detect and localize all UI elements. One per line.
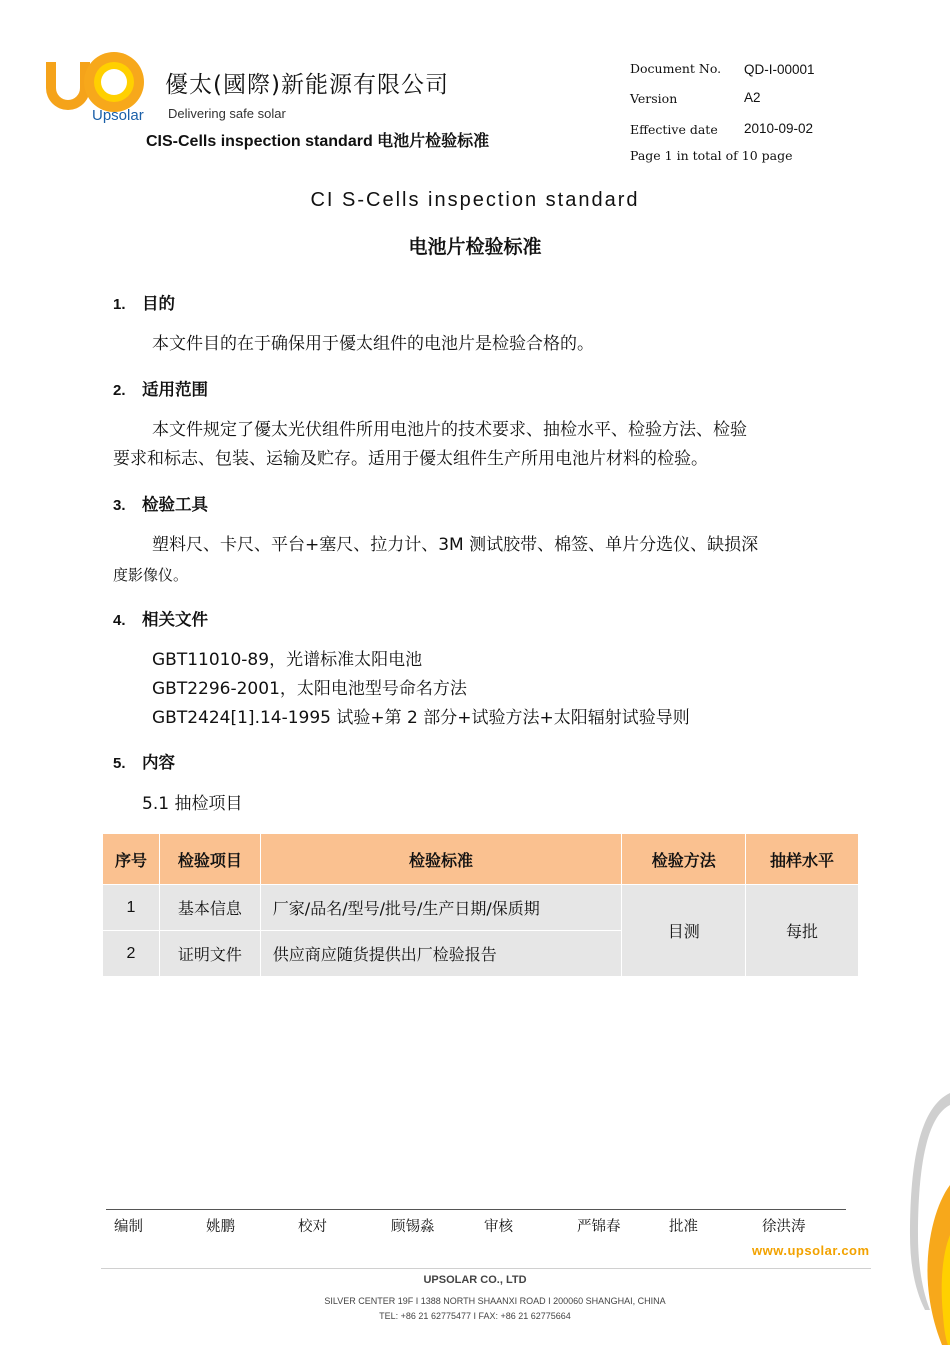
page-count: Page 1 in total of 10 page	[630, 148, 793, 163]
inspection-item: 基本信息	[159, 885, 260, 931]
document-no-label: Document No.	[630, 61, 722, 76]
row-number: 2	[103, 931, 160, 977]
version-value: A2	[744, 90, 761, 105]
column-header: 抽样水平	[746, 834, 859, 885]
inspection-items-table	[102, 833, 859, 977]
inspection-item: 证明文件	[159, 931, 260, 977]
document-title-cn: 电池片检验标准	[408, 236, 542, 258]
signature-role-checked: 校对	[298, 1219, 327, 1235]
signature-name-approved: 徐洪涛	[762, 1219, 806, 1235]
company-name: 優太(國際)新能源有限公司	[165, 72, 449, 98]
section-1-body: 本文件目的在于确保用于優太组件的电池片是检验合格的。	[152, 334, 594, 354]
signature-name-checked: 顾锡淼	[391, 1219, 435, 1235]
column-header: 检验方法	[622, 834, 746, 885]
signature-name-reviewed: 严锦春	[577, 1219, 621, 1235]
footer-divider	[101, 1268, 871, 1269]
reference-item: GBT2424[1].14-1995 试验+第 2 部分+试验方法+太阳辐射试验导则	[152, 708, 690, 728]
footer-company: UPSOLAR CO., LTD	[423, 1274, 527, 1286]
svg-text:Upsolar: Upsolar	[92, 107, 144, 123]
upsolar-logo	[42, 48, 157, 123]
decorative-swoosh	[880, 1085, 950, 1345]
tagline: Delivering safe solar	[168, 106, 286, 121]
section-3-body-line1: 塑料尺、卡尺、平台+塞尺、拉力计、3M 测试胶带、棉签、单片分选仪、缺损深	[152, 535, 759, 555]
inspection-standard: 厂家/品名/型号/批号/生产日期/保质期	[260, 885, 621, 931]
column-header: 检验标准	[260, 834, 621, 885]
table-header-row	[103, 834, 859, 885]
effective-date-label: Effective date	[630, 122, 718, 137]
reference-item: GBT11010-89，光谱标准太阳电池	[152, 650, 423, 670]
column-header: 检验项目	[159, 834, 260, 885]
footer-address: SILVER CENTER 19F I 1388 NORTH SHAANXI ROAD I 200060 SHANGHAI, CHINA	[324, 1296, 666, 1306]
footer-contact: TEL: +86 21 62775477 I FAX: +86 21 62775664	[379, 1311, 571, 1321]
section-2-body-line2: 要求和标志、包装、运输及贮存。适用于優太组件生产所用电池片材料的检验。	[113, 449, 708, 469]
reference-item: GBT2296-2001，太阳电池型号命名方法	[152, 679, 467, 699]
signature-role-approved: 批准	[669, 1219, 698, 1235]
section-heading-5: 5. 内容	[113, 753, 175, 772]
section-heading-4: 4. 相关文件	[113, 610, 208, 629]
sampling-level: 每批	[746, 885, 859, 977]
signature-divider	[106, 1209, 846, 1210]
section-heading-3: 3. 检验工具	[113, 495, 208, 514]
signature-role-reviewed: 审核	[484, 1219, 513, 1235]
signature-role-prepared: 编制	[114, 1219, 143, 1235]
table-row	[103, 885, 859, 931]
header-title: CIS-Cells inspection standard 电池片检验标准	[146, 133, 490, 150]
version-label: Version	[630, 91, 678, 106]
website: www.upsolar.com	[752, 1243, 870, 1258]
document-title-en: CI S-Cells inspection standard	[310, 189, 640, 211]
inspection-method: 目测	[622, 885, 746, 977]
signature-name-prepared: 姚鹏	[206, 1219, 235, 1235]
column-header: 序号	[103, 834, 160, 885]
row-number: 1	[103, 885, 160, 931]
section-heading-2: 2. 适用范围	[113, 380, 208, 399]
section-2-body-line1: 本文件规定了優太光伏组件所用电池片的技术要求、抽检水平、检验方法、检验	[152, 420, 747, 440]
effective-date-value: 2010-09-02	[744, 121, 814, 136]
subsection-title: 5.1 抽检项目	[142, 794, 243, 814]
section-heading-1: 1. 目的	[113, 294, 175, 313]
document-no-value: QD-I-00001	[744, 62, 815, 77]
inspection-standard: 供应商应随货提供出厂检验报告	[260, 931, 621, 977]
section-3-body-line2: 度影像仪。	[113, 566, 189, 584]
